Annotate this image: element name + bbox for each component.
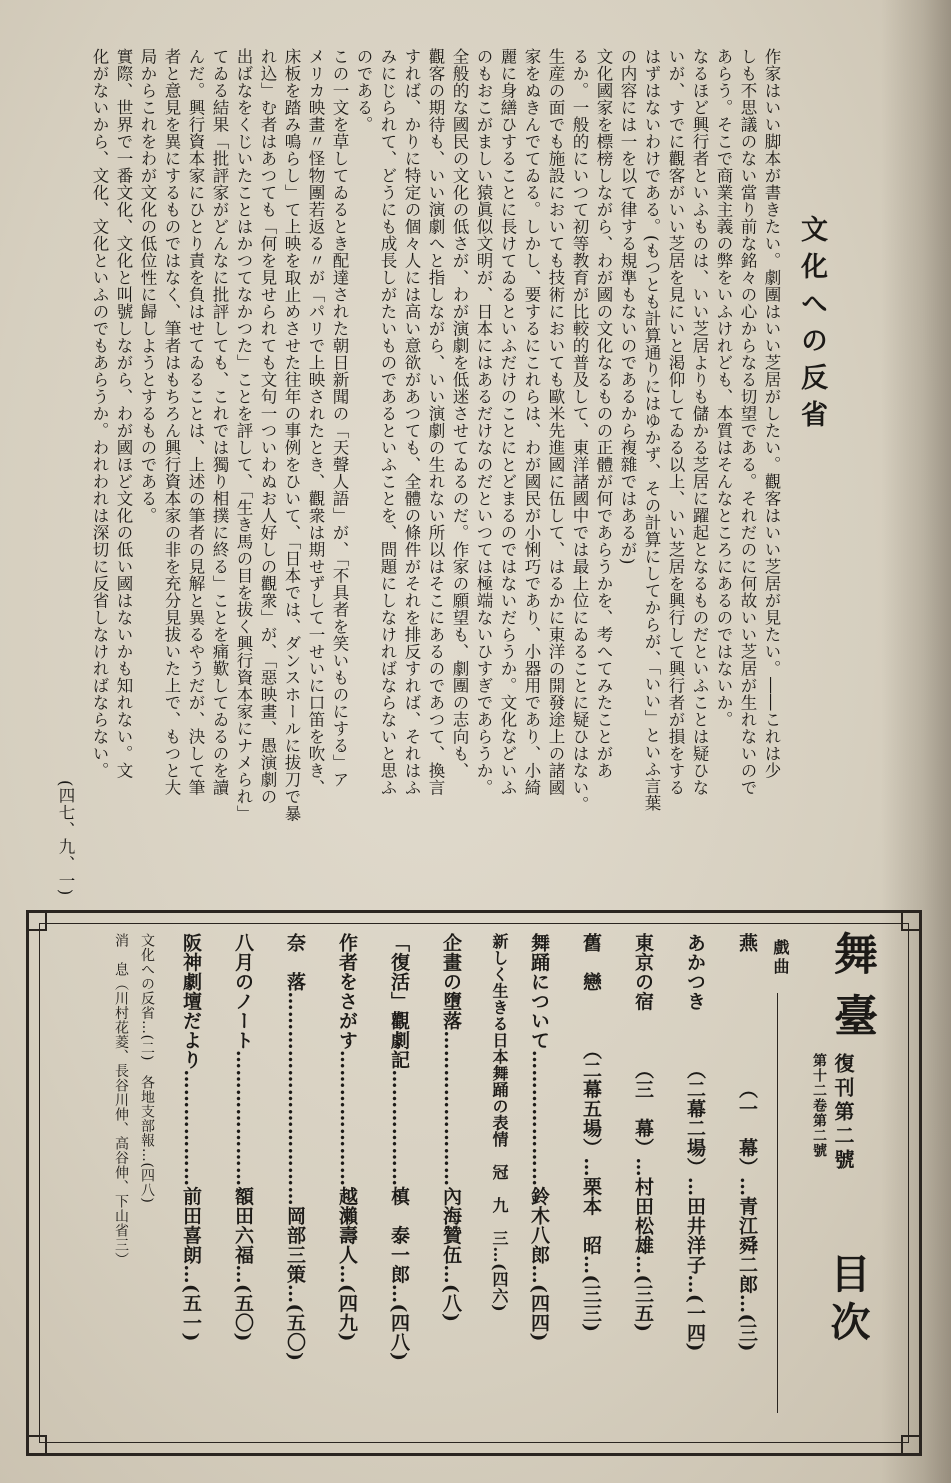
toc-entry: 八月のノート…………………額田六福…(五〇) [232,933,254,1342]
essay-column: なるほど興行者といふものは、いい芝居よりも儲かる芝居に躍起となるものだといふことは疑ひな [690,48,709,796]
magazine-title: 舞臺 [826,931,877,1055]
essay-date: (四七、九、一) [56,780,75,896]
toc-entry: 企畫の墮落……………………內海贊伍…(八) [440,933,462,1323]
essay-column: 局からこれをわが文化の低位性に歸しようとするものである。 [138,48,157,524]
essay-column: はずはないわけである。(もつとも計算通りにはゆかず、その計算にしてからが、「いい」といふ言葉 [642,48,661,812]
essay-column: 床板を踏み鳴らし」て上映を取止めさせた往年の事例をひいて、「日本では、ダンスホールに拔刀で暴 [282,48,301,822]
essay-column: 文化國家を標榜しながら、わが國の文化なるものの正體が何であらうかを、考へてみたことがあ [594,48,613,779]
magazine-issue: 復刊第二號 [831,1053,855,1173]
essay-column: 家をぬきんでてゐる。しかし、要するにこれらは、わが國民が小悧巧であり、小器用であり、小綺 [522,48,541,796]
essay-column: のである。 [354,48,373,133]
toc-entry: 「復活」觀劇記………………槙 泰一郎…(四八) [388,933,410,1362]
toc-entry: 舞踊について…………………鈴木八郎…(四四) [528,933,550,1342]
essay-column: 麗に身繕ひすることに長けてゐるといふだけのことにとどまるのではないだらうか。文化などいふ [498,48,517,796]
toc-entry: 新しく生きる日本舞踊の表情 冠 九 三…(四六) [490,933,509,1313]
toc-entry: 舊 戀 （二幕五場）…栗本 昭…(三三) [580,933,602,1333]
essay-column: 化がないから、文化、文化といふのでもあらうか。われわれは深切に反省しなければならない。 [90,48,109,779]
essay-column: 全般的な國民の文化の低さが、わが演劇を低迷させてゐるのだ。作家の願望も、劇團の志向も、 [450,48,469,779]
essay-column: 實際、世界で一番文化、文化と叫號しながら、わが國ほど文化の低い國はないかも知れない。文 [114,48,133,779]
essay-column: んだ。興行資本家にひとり責を負はせてゐることは、上述の筆者の見解と異るやうだが、決して筆 [186,48,205,796]
essay-column: れ込」む者はあつても「何を見せられても文句一ついわぬお人好しの觀衆」が、「惡映畫、愚演劇の [258,48,277,805]
essay-column: あらう。そこで商業主義の弊をいふけれども、本質はそんなところにあるのではないか。 [714,48,733,728]
essay-column: すれば、かりに特定の個々人には高い意欲があつても、全體の條件がそれを排反すれば、それはふ [402,48,421,796]
essay-column: 生産の面でも施設においても技術においても歐米先進國に伍して、はるかに東洋の開發途上の諸國 [546,48,565,796]
essay-column: 作家はいい脚本が書きたい。劇團はいい芝居がしたい。觀客はいい芝居が見たい。――これは少 [762,48,781,779]
toc-entry: 燕 （一 幕）…青江舜二郎…(三) [736,933,758,1352]
toc-entry: 奈 落……………………………岡部三策…(五〇) [284,933,306,1362]
toc-entry: 阪神劇壇だより………………前田喜朗…(五一) [180,933,202,1342]
section-rule [777,993,778,1413]
toc-entry: あかつき （二幕二場）…田井洋子…(一四) [684,933,706,1352]
corner-ornament [27,911,47,931]
table-of-contents [26,910,922,1456]
essay-column: 出ばなをくじいたことはかつてなかつた」ことを評して、「生き馬の目を拔く興行資本家にナメられ」 [234,48,253,822]
essay-column: のもおこがましい猿眞似文明が、日本にはあるだけなのだといつては極端ないひすぎであらうか。 [474,48,493,796]
essay-column: この一文を草してゐるとき配達された朝日新聞の「天聲人語」が、「不具者を笑いものにする」ア [330,48,349,788]
section-label-drama: 戲曲 [771,939,790,977]
essay-title: 文化への反省 [796,215,827,437]
toc-entry: 作者をさがす…………………越瀨壽人…(四九) [336,933,358,1342]
essay-column: いが、すでに觀客がいい芝居を見にいと渇仰してゐる以上、いい芝居を興行して興行者が損をする [666,48,685,796]
toc-inner-border [39,923,909,1443]
essay-column: メリカ映畫〃怪物團若返る〃が「パリで上映されたとき、觀衆は期せずして一せいに口笛を吹き、 [306,48,325,796]
essay-column: 者と意見を異にするものではなく、筆者はもちろん興行資本家の非を充分見拔いた上で、もつと大 [162,48,181,796]
essay-column: るか。一般的にいつて初等教育が比較的普及して、東洋諸國中では最上位にゐることに疑ひはない。 [570,48,589,813]
toc-entry: 文化への反省…(二) 各地支部報…(四八) [139,933,155,1204]
essay-column: 觀客の期待も、いい演劇へと指しながら、いい演劇の生れない所以はそこにあるのであつて、換言 [426,48,445,796]
corner-ornament [901,1435,921,1455]
essay-column: しも不思議のない當り前な銘々の心からなる切望である。それだのに何故いい芝居が生れないので [738,48,757,796]
essay-column: みにじられて、どうにも成長しがたいものであるといふことを、問題にしなければならないと思ふ [378,48,397,796]
toc-entry: 東京の宿 （三 幕）…村田松雄…(三五) [632,933,654,1333]
toc-entry: 消 息（川村花菱、長谷川伸、高谷伸、下山省三） [113,933,129,1267]
contents-label: 目次 [824,1253,870,1349]
magazine-volume: 第十二卷第二號 [811,1053,827,1158]
corner-ornament [901,911,921,931]
essay-column: の内容には一を以て律する規準もないのであるから複雜ではあるが) [618,48,637,565]
corner-ornament [27,1435,47,1455]
essay-column: てゐる結果「批評家がどんなに批評しても、これでは獨り相撲に終る」ことを痛歎してゐるのを讀 [210,48,229,796]
